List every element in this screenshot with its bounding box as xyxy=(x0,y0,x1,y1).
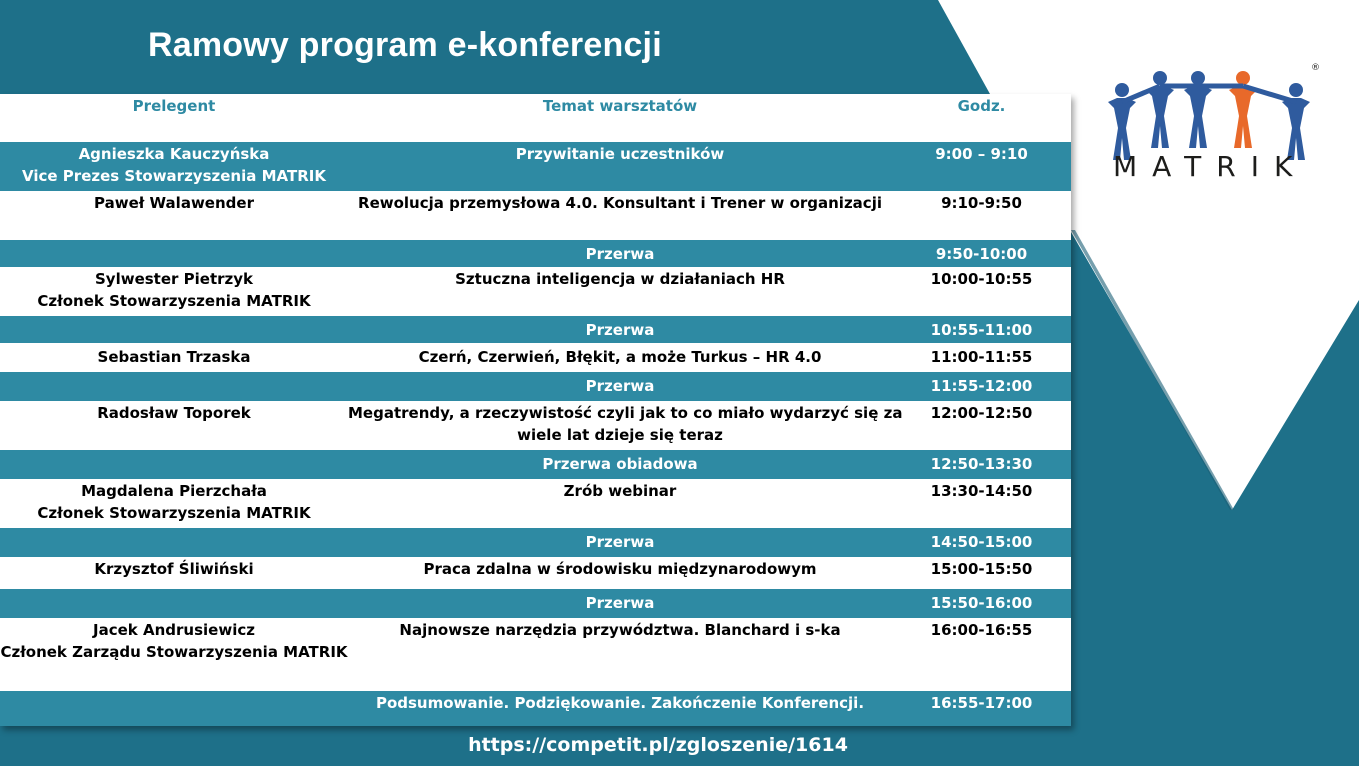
speaker-name: Magdalena Pierzchała xyxy=(81,482,267,500)
topic-cell xyxy=(348,558,892,580)
speaker-role: Członek Stowarzyszenia MATRIK xyxy=(37,292,311,310)
logo-figure-body xyxy=(1229,86,1257,148)
topic-cell xyxy=(348,375,892,397)
header-topic: Temat warsztatów xyxy=(542,97,698,115)
time-cell: 11:00-11:55 xyxy=(930,348,1033,366)
logo-figure-body xyxy=(1184,86,1212,148)
time-cell: 13:30-14:50 xyxy=(930,482,1033,500)
topic-text: Megatrendy, a rzeczywistość czyli jak to co miało wydarzyć się za xyxy=(348,404,903,422)
speaker-name: Radosław Toporek xyxy=(97,404,251,422)
topic-text: Rewolucja przemysłowa 4.0. Konsultant i Trener w organizacji xyxy=(358,194,882,212)
speaker-cell xyxy=(0,268,348,312)
table-row xyxy=(0,557,1071,589)
speaker-cell xyxy=(0,558,348,580)
time-cell: 14:50-15:00 xyxy=(930,533,1033,551)
speaker-name: Sebastian Trzaska xyxy=(97,348,251,366)
topic-text: Przerwa xyxy=(585,245,655,263)
speaker-name: Jacek Andrusiewicz xyxy=(93,621,255,639)
time-cell: 16:00-16:55 xyxy=(930,621,1033,639)
speaker-name: Sylwester Pietrzyk xyxy=(94,270,253,288)
topic-text: Sztuczna inteligencja w działaniach HR xyxy=(455,270,785,288)
topic-text: Przerwa xyxy=(585,377,655,395)
speaker-role: Vice Prezes Stowarzyszenia MATRIK xyxy=(22,167,326,185)
time-cell: 12:50-13:30 xyxy=(930,455,1033,473)
header-speaker: Prelegent xyxy=(132,97,216,115)
time-cell: 15:50-16:00 xyxy=(930,594,1033,612)
topic-cell xyxy=(348,453,892,475)
table-row xyxy=(0,479,1071,528)
topic-text-continued: wiele lat dzieje się teraz xyxy=(517,426,723,444)
logo-figure-head xyxy=(1115,83,1129,97)
topic-cell xyxy=(348,480,892,502)
logo-figure-head xyxy=(1236,71,1250,85)
time-cell: 15:00-15:50 xyxy=(930,560,1033,578)
topic-text: Podsumowanie. Podziękowanie. Zakończenie Konferencji. xyxy=(375,694,865,712)
topic-text: Czerń, Czerwień, Błękit, a może Turkus – HR 4.0 xyxy=(418,348,822,366)
time-cell: 10:00-10:55 xyxy=(930,270,1033,288)
speaker-role: Członek Stowarzyszenia MATRIK xyxy=(37,504,311,522)
topic-text: Przerwa xyxy=(585,594,655,612)
topic-text: Praca zdalna w środowisku międzynarodowym xyxy=(423,560,817,578)
logo-figure-head xyxy=(1289,83,1303,97)
page-title: Ramowy program e-konferencji xyxy=(148,26,662,64)
speaker-cell xyxy=(0,402,348,424)
registration-link[interactable]: https://competit.pl/zgloszenie/1614 xyxy=(468,734,848,756)
table-row xyxy=(0,316,1071,343)
time-cell: 9:00 – 9:10 xyxy=(935,145,1028,163)
table-row xyxy=(0,528,1071,557)
time-cell: 11:55-12:00 xyxy=(930,377,1033,395)
topic-cell xyxy=(348,319,892,341)
table-header-row xyxy=(0,94,1071,142)
topic-cell xyxy=(348,692,892,714)
table-row xyxy=(0,343,1071,372)
registered-mark: ® xyxy=(1311,63,1320,73)
table-row xyxy=(0,691,1071,726)
speaker-cell xyxy=(0,619,348,663)
topic-cell xyxy=(348,192,892,214)
topic-text: Zrób webinar xyxy=(563,482,677,500)
table-row xyxy=(0,372,1071,401)
logo-figure-head xyxy=(1191,71,1205,85)
speaker-role: Członek Zarządu Stowarzyszenia MATRIK xyxy=(0,643,348,661)
speaker-name: Agnieszka Kauczyńska xyxy=(78,145,270,163)
time-cell: 16:55-17:00 xyxy=(930,694,1033,712)
topic-cell xyxy=(348,402,903,446)
speaker-name: Paweł Walawender xyxy=(94,194,254,212)
topic-text: Przerwa xyxy=(585,533,655,551)
topic-text: Przywitanie uczestników xyxy=(515,145,725,163)
time-cell: 10:55-11:00 xyxy=(930,321,1033,339)
schedule-table xyxy=(0,94,1071,726)
topic-cell xyxy=(348,346,892,368)
topic-text: Najnowsze narzędzia przywództwa. Blanchard i s-ka xyxy=(399,621,841,639)
time-cell: 12:00-12:50 xyxy=(930,404,1033,422)
header-time: Godz. xyxy=(957,97,1006,115)
logo-figure-head xyxy=(1153,71,1167,85)
table-row xyxy=(0,618,1071,691)
table-row xyxy=(0,142,1071,191)
time-cell: 9:50-10:00 xyxy=(935,245,1028,263)
topic-text: Przerwa xyxy=(585,321,655,339)
topic-text: Przerwa obiadowa xyxy=(542,455,698,473)
topic-cell xyxy=(348,619,892,641)
topic-cell xyxy=(348,592,892,614)
table-row xyxy=(0,267,1071,316)
time-cell: 9:10-9:50 xyxy=(941,194,1022,212)
speaker-cell xyxy=(0,480,348,524)
speaker-cell xyxy=(0,143,348,187)
speaker-name: Krzysztof Śliwiński xyxy=(94,560,254,578)
table-row xyxy=(0,240,1071,267)
table-row xyxy=(0,401,1071,450)
table-row xyxy=(0,450,1071,479)
speaker-cell xyxy=(0,192,348,214)
topic-cell xyxy=(348,268,892,290)
topic-cell xyxy=(348,531,892,553)
topic-cell xyxy=(348,143,892,165)
logo-wordmark: MATRIK xyxy=(1113,150,1308,183)
table-row xyxy=(0,589,1071,618)
topic-cell xyxy=(348,243,892,265)
table-row xyxy=(0,191,1071,240)
speaker-cell xyxy=(0,346,348,368)
logo-figure-body xyxy=(1146,86,1174,148)
